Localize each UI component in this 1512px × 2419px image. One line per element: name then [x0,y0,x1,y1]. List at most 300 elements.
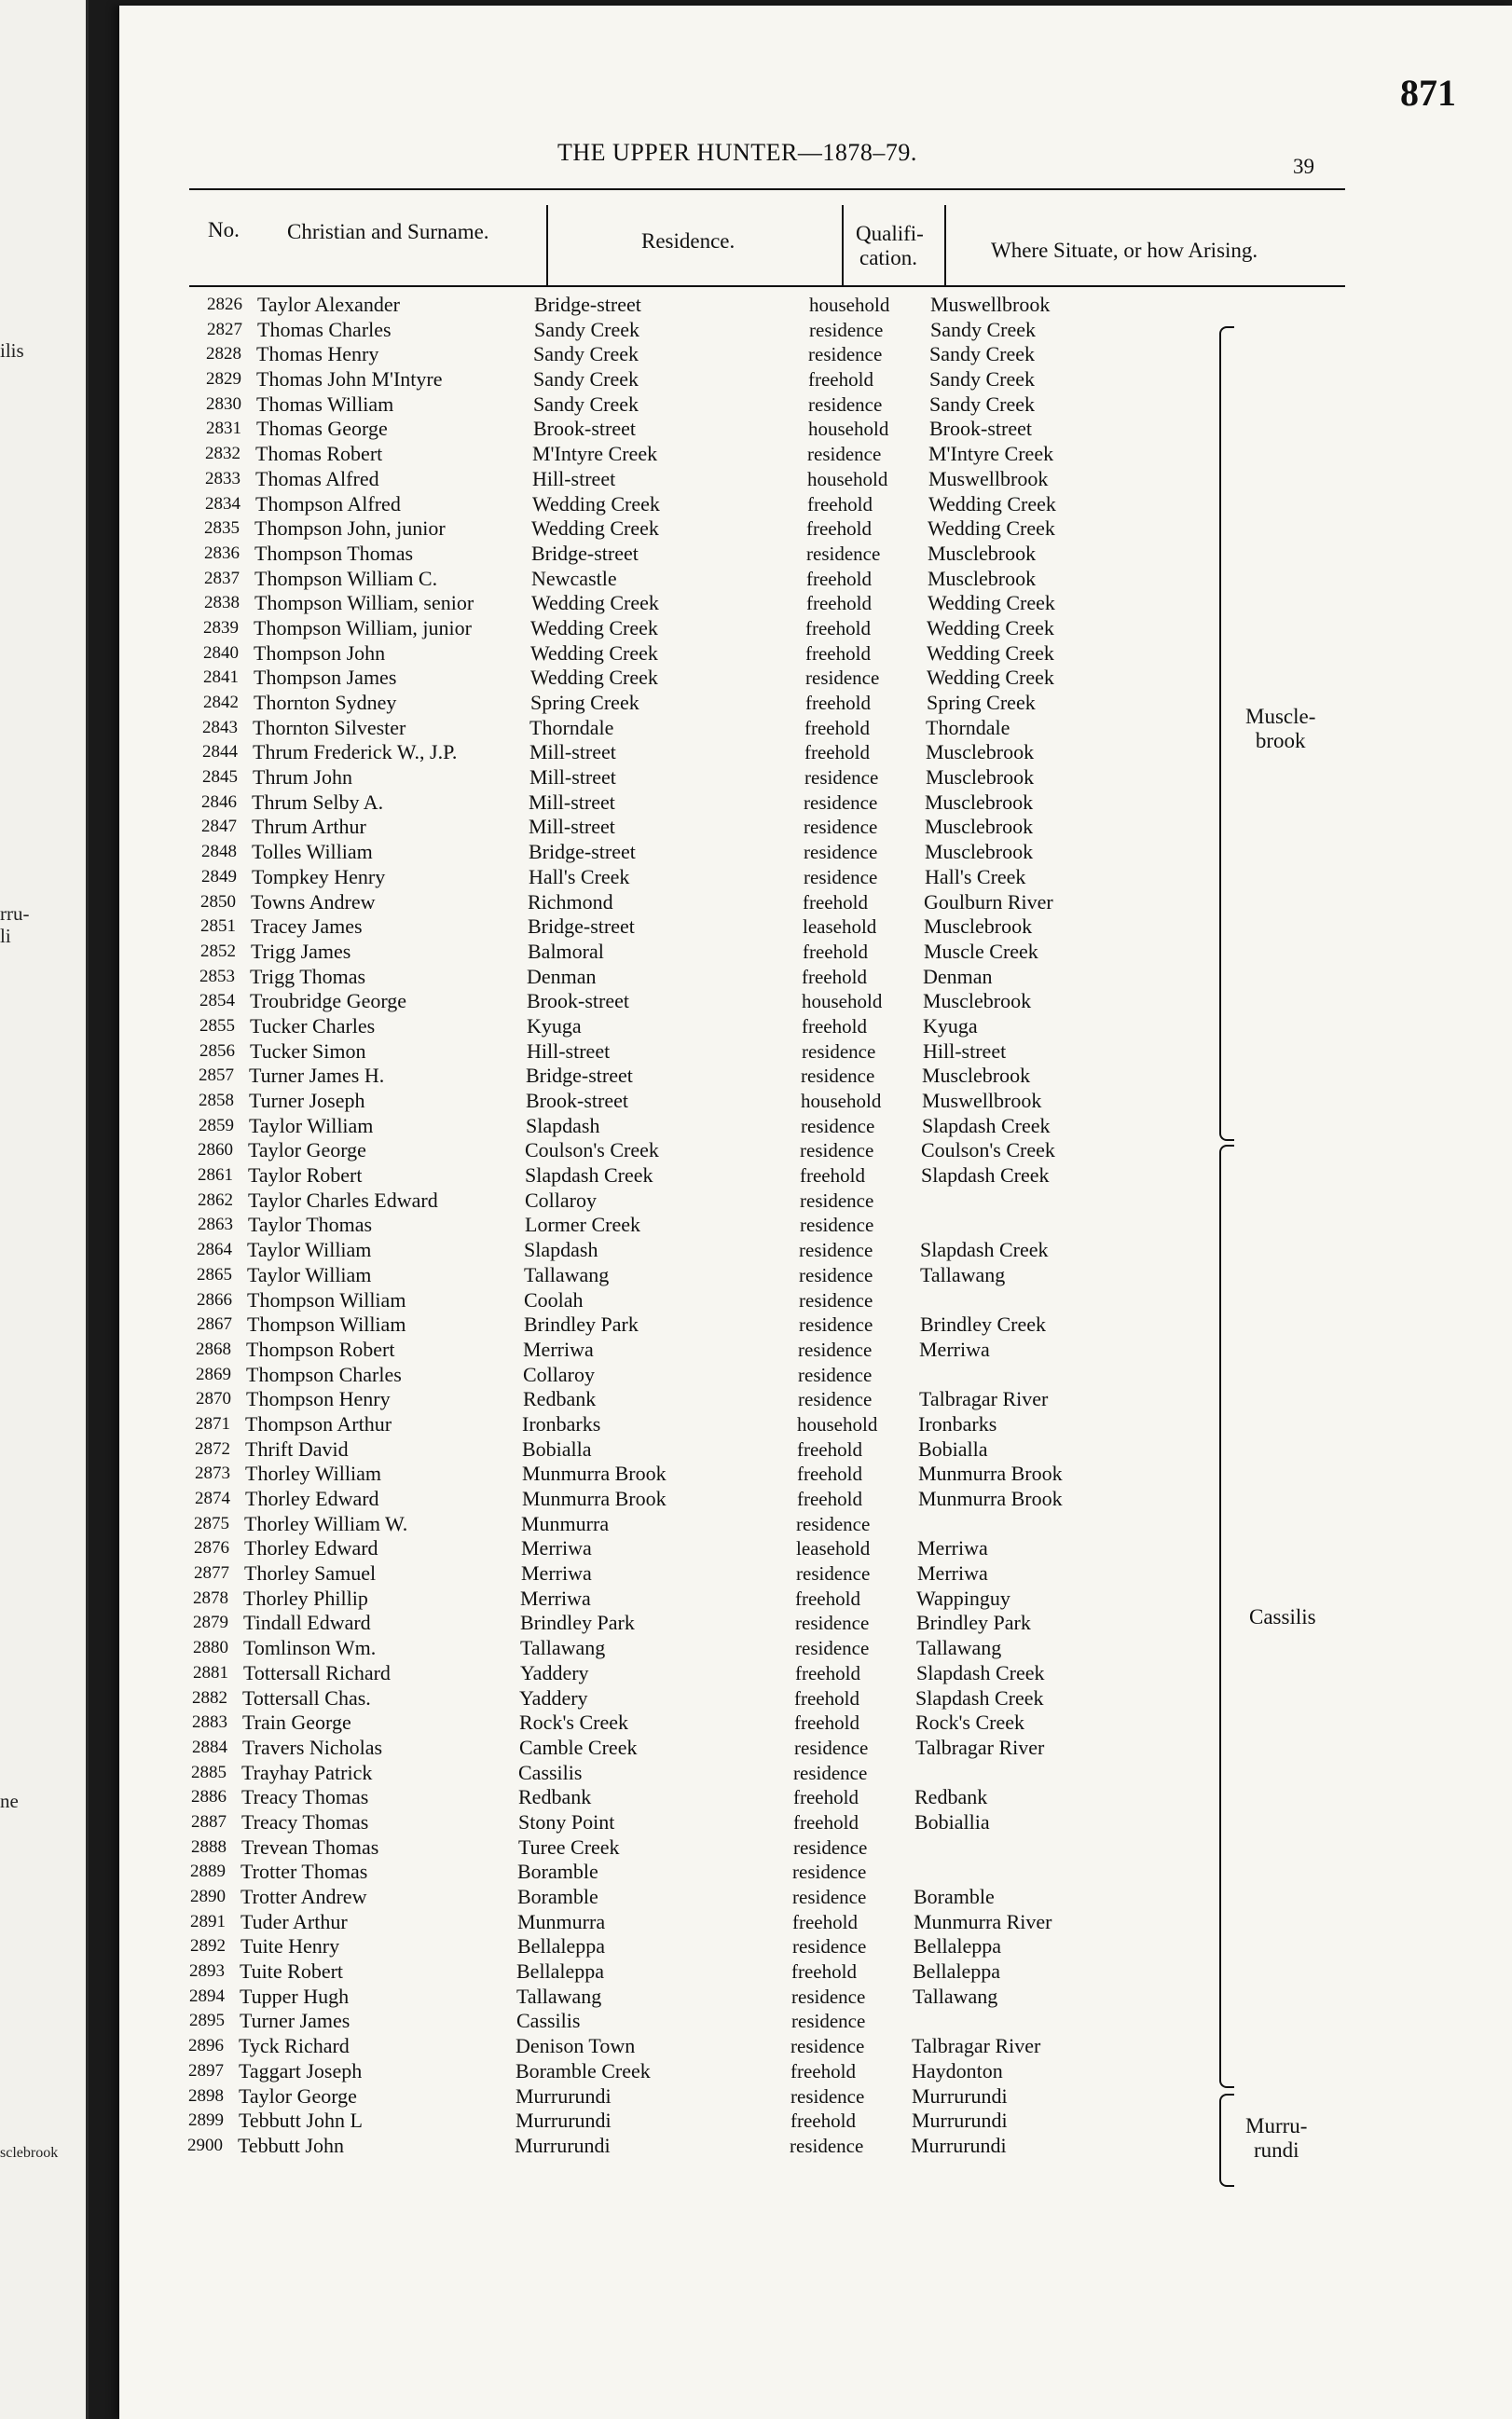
entry-qualification: leasehold [796,1537,871,1560]
table-row [119,641,1512,667]
entry-residence: Hill-street [532,466,616,490]
entry-name: Thornton Sydney [254,691,397,714]
table-row [119,1934,1512,1959]
district-label [1249,1605,1316,1629]
entry-qualification: residence [802,1039,876,1063]
district-name: Cassilis [1249,1605,1316,1629]
entry-residence: Tallawang [520,1636,606,1660]
table-row [119,1138,1512,1163]
entry-residence: Brook-street [533,417,636,441]
entry-name: Tupper Hugh [240,1984,350,2008]
entry-residence: Tallawang [524,1262,610,1286]
district-name: Muscle- [1245,705,1316,728]
entry-name: Thompson James [254,666,397,690]
entry-residence: Murrurundi [515,2109,612,2133]
entry-number: 2856 [199,1040,235,1061]
entry-qualification: freehold [794,1711,859,1735]
entry-residence: Cassilis [518,1760,583,1784]
entry-number: 2859 [199,1115,234,1135]
table-row [119,1810,1512,1835]
entry-number: 2854 [199,991,235,1011]
entry-qualification: freehold [792,1910,858,1933]
entry-qualification: freehold [804,716,870,739]
entry-number: 2874 [195,1489,230,1508]
entry-residence: Turee Creek [518,1835,620,1859]
entry-number: 2850 [200,891,236,912]
entry-number: 2893 [189,1961,225,1982]
entry-residence: Wedding Creek [530,615,658,639]
entry-residence: Merriwa [521,1561,592,1586]
entry-residence: Sandy Creek [533,392,639,416]
entry-number: 2863 [198,1215,233,1235]
table-row [119,367,1512,392]
entry-name: Towns Andrew [251,889,376,914]
header-qualification-2: cation. [859,246,917,269]
table-row [119,1860,1512,1885]
entry-where-situate: Redbank [914,1785,988,1809]
table-row [119,840,1512,865]
entry-number: 2832 [205,444,241,464]
entry-residence: Boramble [517,1885,598,1908]
entry-residence: Bridge-street [529,840,636,864]
entry-number: 2834 [205,493,241,514]
entry-number: 2853 [199,966,235,986]
entry-where-situate: Murrurundi [912,2083,1008,2108]
table-row [119,1487,1512,1512]
entry-name: Thorley William [245,1462,381,1486]
entry-qualification: residence [805,667,880,690]
table-row [119,1213,1512,1238]
entry-number: 2875 [194,1513,229,1533]
entry-qualification: residence [806,542,881,565]
entry-qualification: freehold [806,567,872,590]
entry-qualification: household [809,294,890,316]
entry-qualification: residence [790,2084,865,2108]
entry-residence: Slapdash Creek [525,1163,653,1188]
entry-qualification: freehold [805,641,871,665]
table-row [119,1761,1512,1786]
entry-qualification: household [802,990,883,1013]
entry-residence: Rock's Creek [519,1711,628,1735]
entry-name: Thomas George [256,417,388,441]
entry-name: Tuite Henry [241,1934,340,1959]
entry-number: 2894 [189,1986,225,2006]
entry-qualification: residence [790,2035,865,2058]
entry-number: 2826 [207,295,242,314]
entry-qualification: freehold [802,1014,867,1038]
entry-qualification: household [797,1412,878,1436]
entry-qualification: household [808,418,889,441]
table-row [119,492,1512,517]
entry-where-situate: Sandy Creek [929,367,1036,392]
entry-name: Tuite Robert [240,1959,344,1984]
entry-name: Tottersall Chas. [242,1685,371,1710]
entry-name: Thorley Phillip [243,1586,368,1610]
entry-name: Tebbutt John [238,2133,344,2157]
table-row [119,1437,1512,1463]
entry-name: Thomas Charles [257,317,392,341]
entry-name: Tottersall Richard [243,1660,391,1684]
entry-where-situate: Muscle Creek [924,939,1038,963]
entry-number: 2829 [206,369,241,390]
district-name: brook [1255,729,1306,752]
entry-residence: Richmond [528,889,613,914]
entry-name: Thompson Robert [246,1337,395,1361]
entry-residence: Bridge-street [534,293,641,316]
entry-qualification: residence [798,1363,873,1386]
entry-where-situate: Musclebrook [926,740,1035,764]
entry-residence: Merriwa [520,1586,591,1610]
entry-number: 2845 [202,767,238,788]
entry-where-situate: Thorndale [926,715,1010,739]
entry-name: Thompson John [254,640,386,665]
entry-where-situate: Talbragar River [912,2034,1041,2058]
entry-where-situate: Brindley Park [916,1611,1031,1635]
entry-qualification: freehold [797,1488,862,1510]
entry-residence: Bellaleppa [516,1959,605,1984]
table-row [119,1959,1512,1985]
table-row [119,815,1512,840]
entry-number: 2857 [199,1065,234,1086]
table-row [119,989,1512,1014]
entry-qualification: residence [795,1612,870,1635]
table-row [119,1313,1512,1338]
entry-name: Taylor George [248,1138,366,1162]
entry-where-situate: Merriwa [917,1561,988,1586]
entry-residence: Bridge-street [531,541,639,565]
entry-number: 2884 [192,1737,227,1757]
entry-number: 2867 [197,1314,232,1335]
entry-number: 2835 [204,518,240,539]
entry-number: 2887 [191,1811,227,1832]
entry-number: 2840 [203,642,239,663]
entry-where-situate: Muswellbrook [930,293,1051,316]
entry-name: Tracey James [251,914,363,939]
entry-where-situate: Merriwa [919,1337,990,1361]
entry-qualification: residence [799,1313,873,1337]
entry-qualification: residence [799,1288,873,1312]
entry-number: 2846 [201,791,237,812]
table-row [119,1885,1512,1910]
entry-name: Thompson William, senior [254,591,474,615]
entry-qualification: residence [792,1886,867,1908]
entry-residence: Merriwa [521,1536,592,1560]
header-rule-bottom [189,285,1345,287]
entry-name: Thorley Edward [245,1487,379,1510]
entry-name: Thorley Edward [244,1536,378,1560]
entry-number: 2898 [188,2085,224,2106]
entry-qualification: freehold [790,2110,856,2133]
entry-name: Turner James [240,2009,351,2033]
table-row [119,1064,1512,1089]
entry-name: Taylor Robert [248,1163,363,1188]
entry-number: 2869 [196,1364,231,1384]
table-row [119,516,1512,542]
entry-qualification: leasehold [803,915,877,939]
entry-qualification: residence [795,1637,870,1660]
entry-number: 2882 [192,1687,227,1708]
entry-qualification: residence [792,1861,867,1884]
entry-where-situate: Wedding Creek [928,516,1055,541]
entry-qualification: freehold [802,965,867,988]
entry-number: 2837 [204,568,240,588]
table-row [119,940,1512,965]
entry-name: Taylor Alexander [257,293,401,316]
entry-qualification: residence [798,1388,873,1411]
entry-name: Thorley William W. [244,1511,408,1535]
entry-name: Taylor Thomas [248,1213,373,1237]
entry-number: 2876 [194,1538,229,1559]
district-brace [1219,2133,1234,2187]
table-row [119,1536,1512,1561]
entry-residence: Mill-street [529,815,615,839]
entry-name: Thompson Alfred [255,491,401,515]
entry-residence: Tallawang [516,1984,602,2008]
entry-where-situate: Wedding Creek [927,640,1054,665]
entry-name: Thornton Silvester [253,715,406,739]
entry-qualification: residence [804,790,878,814]
margin-fragment: rru- [0,902,30,925]
district-name: rundi [1253,2138,1299,2162]
entry-qualification: residence [790,2134,864,2157]
entry-name: Turner Joseph [249,1089,365,1112]
column-divider [842,205,844,285]
entry-where-situate: M'Intyre Creek [928,442,1054,466]
entry-qualification: freehold [797,1463,862,1486]
table-row [119,1462,1512,1487]
table-row [119,2034,1512,2059]
entry-residence: Thorndale [529,715,614,739]
table-row [119,1561,1512,1587]
column-divider [944,205,946,285]
table-row [119,765,1512,790]
table-row [119,1985,1512,2010]
table-row [119,1363,1512,1388]
entry-where-situate: Munmurra Brook [918,1487,1063,1510]
entry-number: 2864 [197,1240,232,1260]
table-row [119,1288,1512,1313]
entry-residence: Brook-street [526,1089,628,1112]
entry-qualification: residence [808,343,883,366]
entry-residence: Brook-street [527,989,629,1013]
entry-qualification: freehold [803,940,868,963]
entry-number: 2833 [205,468,241,488]
entry-where-situate: Tallawang [913,1984,998,2008]
entry-number: 2861 [198,1165,233,1186]
entry-where-situate: Slapdash Creek [916,1660,1045,1684]
entry-qualification: residence [791,2010,866,2033]
entry-qualification: residence [809,318,884,341]
entry-where-situate: Musclebrook [923,989,1032,1013]
entry-where-situate: Musclebrook [924,914,1033,939]
entry-qualification: residence [800,1214,874,1237]
entry-qualification: freehold [806,517,872,541]
district-name: Murru- [1245,2114,1308,2137]
entry-residence: Collaroy [525,1188,597,1212]
entry-number: 2880 [193,1638,228,1658]
table-row [119,392,1512,418]
entry-residence: Mill-street [529,790,615,814]
margin-fragment: ilis [0,339,24,362]
entry-name: Trotter Andrew [241,1885,367,1908]
entry-where-situate: Bellaleppa [913,1959,1001,1984]
entry-number: 2896 [188,2036,224,2056]
entry-number: 2891 [190,1911,226,1931]
entry-number: 2879 [193,1613,228,1633]
header-qualification-1: Qualifi- [856,222,924,245]
entry-residence: Mill-street [529,740,616,764]
margin-fragment: ne [0,1790,19,1812]
entry-residence: Sandy Creek [534,317,640,341]
entry-qualification: freehold [803,890,868,914]
entry-number: 2895 [189,2011,225,2031]
entry-name: Thrum Selby A. [252,790,384,814]
entry-qualification: freehold [807,492,873,515]
entry-number: 2900 [187,2135,223,2155]
entry-where-situate: Tallawang [920,1262,1006,1286]
entry-qualification: residence [800,1189,874,1212]
table-row [119,293,1512,318]
entry-qualification: residence [801,1114,875,1137]
entry-where-situate: Wappinguy [916,1586,1010,1610]
entry-qualification: freehold [805,616,871,639]
table-row [119,542,1512,567]
entry-residence: Hall's Creek [529,864,630,888]
table-row [119,890,1512,915]
entry-name: Thomas William [256,392,394,416]
entry-residence: Slapdash [524,1238,598,1262]
entry-name: Thompson William C. [254,566,438,590]
entry-name: Thompson William, junior [254,615,472,639]
entry-where-situate: Musclebrook [928,566,1037,590]
entry-qualification: residence [804,865,878,888]
table-row [119,1785,1512,1810]
table-row [119,1387,1512,1412]
entry-qualification: freehold [805,692,871,714]
entry-where-situate: Muswellbrook [928,466,1049,490]
table-row [119,1910,1512,1935]
entry-residence: Bridge-street [526,1064,633,1088]
register-page [119,6,1512,2419]
entry-number: 2865 [197,1264,232,1285]
table-row [119,342,1512,367]
entry-number: 2866 [197,1289,232,1310]
entry-name: Thrum John [253,765,352,790]
entry-where-situate: Haydonton [912,2058,1003,2082]
entry-name: Tomlinson Wm. [243,1636,377,1660]
entry-where-situate: Brindley Creek [920,1313,1047,1337]
facing-page-margin [0,0,89,2419]
table-row [119,442,1512,467]
entry-name: Thompson Thomas [254,541,414,565]
table-row [119,865,1512,890]
entry-qualification: residence [792,1935,867,1959]
table-row [119,1263,1512,1288]
entry-where-situate: Wedding Creek [927,666,1054,690]
entry-name: Trevean Thomas [241,1835,379,1859]
entry-number: 2886 [191,1787,227,1807]
entry-residence: Mill-street [529,765,616,790]
entry-name: Tyck Richard [239,2034,350,2058]
entry-residence: Denman [527,964,597,988]
table-row [119,1014,1512,1039]
entry-qualification: freehold [794,1686,859,1710]
entry-residence: Yaddery [520,1660,589,1684]
table-row [119,2084,1512,2110]
entry-number: 2838 [204,593,240,613]
entry-residence: Cassilis [516,2009,581,2033]
margin-fragment: li [0,925,11,947]
page-title: THE UPPER HUNTER—1878–79. [557,139,917,166]
entry-number: 2897 [188,2060,224,2081]
entry-qualification: freehold [793,1786,859,1809]
entry-residence: Munmurra Brook [522,1487,667,1510]
entry-where-situate: Boramble [914,1885,995,1908]
entry-residence: Wedding Creek [531,591,659,615]
entry-name: Thrum Frederick W., J.P. [253,740,458,764]
entry-number: 2885 [191,1762,227,1782]
entry-where-situate: Wedding Creek [928,491,1056,515]
entry-residence: Coulson's Creek [525,1138,659,1162]
table-row [119,1189,1512,1214]
entry-number: 2844 [202,742,238,763]
entry-number: 2872 [195,1438,230,1459]
entry-qualification: freehold [797,1437,862,1461]
entry-qualification: residence [791,1985,866,2008]
entry-name: Thompson William [247,1313,406,1337]
table-row [119,914,1512,940]
header-where: Where Situate, or how Arising. [991,239,1258,262]
page-number: 871 [1400,72,1456,114]
entry-number: 2889 [190,1862,226,1882]
entry-qualification: residence [798,1338,873,1361]
table-row [119,1338,1512,1363]
entry-qualification: residence [808,392,883,416]
entry-name: Trigg Thomas [250,964,366,988]
table-row [119,467,1512,492]
entry-where-situate: Murrurundi [911,2133,1007,2157]
entry-residence: Merriwa [523,1337,594,1361]
register-table [119,293,1512,2159]
entry-name: Tolles William [252,840,373,864]
entry-qualification: residence [799,1263,873,1286]
entry-name: Thomas John M'Intyre [256,367,443,392]
district-label [1245,705,1315,753]
entry-number: 2888 [191,1836,227,1857]
entry-where-situate: Wedding Creek [927,615,1054,639]
entry-qualification: freehold [808,368,873,392]
entry-qualification: residence [801,1065,875,1088]
table-row [119,1039,1512,1065]
district-brace [1219,2094,1234,2133]
entry-number: 2852 [200,941,236,961]
entry-number: 2831 [206,419,241,439]
district-label [1245,2114,1307,2163]
entry-qualification: residence [804,766,879,790]
entry-name: Tucker Simon [250,1038,366,1063]
entry-number: 2849 [201,866,237,887]
entry-number: 2855 [199,1015,235,1036]
entry-name: Tompkey Henry [252,864,386,888]
entry-qualification: residence [804,816,878,839]
entry-where-situate: Murrurundi [912,2109,1008,2133]
table-row [119,1636,1512,1661]
entry-number: 2848 [201,842,237,862]
entry-number: 2841 [203,667,239,688]
entry-residence: Murrurundi [515,2133,611,2157]
entry-where-situate: Denman [923,964,993,988]
entry-residence: Stony Point [518,1809,615,1834]
